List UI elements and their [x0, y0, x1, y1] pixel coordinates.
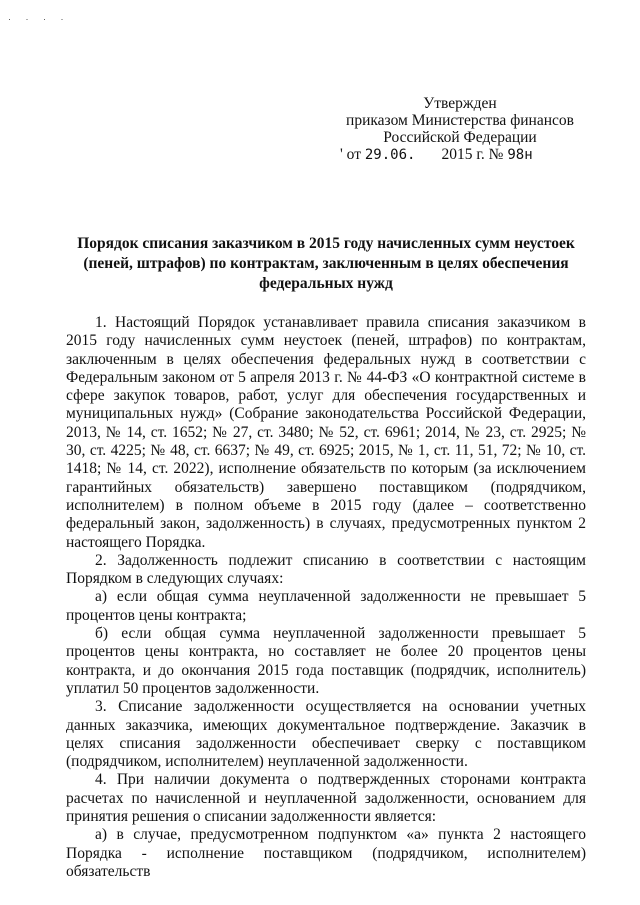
paragraph-4a: а) в случае, предусмотренном подпунктом «а» пункта 2 настоящего Порядка - исполнение поставщиком (подрядчиком, исполнителем) обязательств [66, 826, 586, 880]
paragraph-2b: б) если общая сумма неуплаченной задолженности превышает 5 процентов цены контракта, но составляет не более 20 процентов цены контракта, и до окончания 2015 года поставщик (подрядчик, исполнитель) уплатил 50 процентов задолженности. [66, 625, 586, 697]
title-line-3: федеральных нужд [259, 275, 393, 292]
title-line-2: (пеней, штрафов) по контрактам, заключенным в целях обеспечения [83, 255, 569, 272]
paragraph-1: 1. Настоящий Порядок устанавливает правила списания заказчиком в 2015 году начисленных сумм неустоек (пеней, штрафов) по контрактам, заключенным в целях обеспечения федеральных нужд в соответствии с Федеральным законом от 5 апреля 2013 г. № 44-ФЗ «О контрактной системе в сфере закупок товаров, работ, услуг для обеспечения государственных и муниципальных нужд» (Собрание законодательства Российской Федерации, 2013, № 14, ст. 1652; № 27, ст. 3480; № 52, ст. 6961; 2014, № 23, ст. 2925; № 30, ст. 4225; № 48, ст. 6637; № 49, ст. 6925; 2015, № 1, ст. 11, 51, 72; № 10, ст. 1418; № 14, ст. 2022), исполнение обязательств по которым (за исключением гарантийных обязательств) завершено поставщиком (подрядчиком, исполнителем) в полном объеме в 2015 году (далее – соответственно федеральный закон, задолженность) в случаях, предусмотренных пунктом 2 настоящего Порядка. [66, 314, 586, 551]
paragraph-3: 3. Списание задолженности осуществляется на основании учетных данных заказчика, имеющих документальное подтверждение. Заказчик в целях списания задолженности обеспечивает сверку с поставщиком (подрядчиком, исполнителем) неуплаченной задолженности. [66, 698, 586, 771]
title-line-1: Порядок списания заказчиком в 2015 году начисленных сумм неустоек [77, 235, 575, 252]
document-body [66, 314, 586, 881]
approval-date-prefix: от [346, 146, 361, 163]
approval-date-value: 29.06. [364, 147, 416, 163]
approval-date-line [330, 146, 590, 164]
approval-year: 2015 г. № [441, 146, 504, 163]
document-title [66, 234, 586, 294]
approval-line-approved: Утвержден [423, 95, 497, 112]
approval-line-order: приказом Министерства финансов [346, 112, 574, 129]
paragraph-4: 4. При наличии документа о подтвержденных сторонами контракта расчетах по начисленной и неуплаченной задолженности, основанием для принятия решения о списании задолженности является: [66, 771, 586, 826]
approval-stamp [330, 95, 590, 164]
approval-number: 98н [507, 147, 533, 163]
paragraph-2a: а) если общая сумма неуплаченной задолженности не превышает 5 процентов цены контракта; [66, 588, 586, 624]
scan-specks: · · · · [8, 14, 70, 24]
paragraph-2: 2. Задолженность подлежит списанию в соответствии с настоящим Порядком в следующих случаях: [66, 551, 586, 588]
approval-mark: ' [340, 146, 343, 163]
approval-line-federation: Российской Федерации [383, 129, 537, 146]
